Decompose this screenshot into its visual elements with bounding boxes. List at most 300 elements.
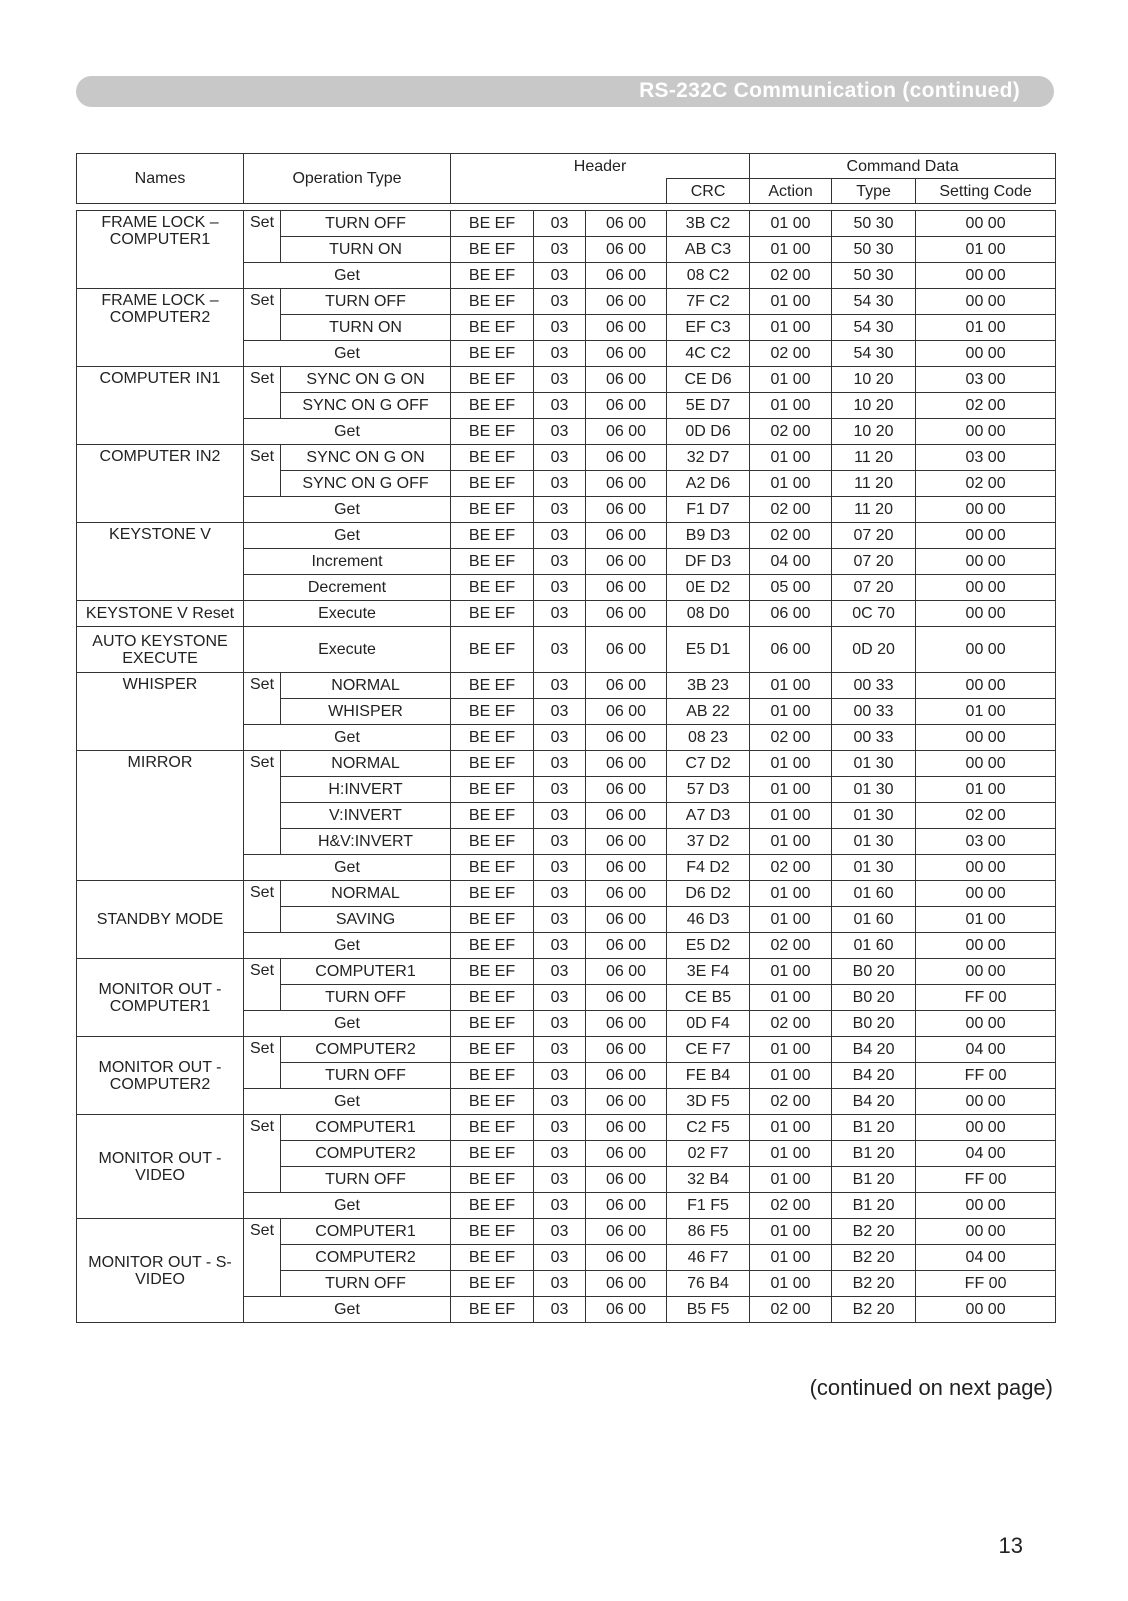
- action: 06 00: [750, 601, 832, 627]
- header-byte-1: BE EF: [451, 1089, 534, 1115]
- header-byte-2: 03: [534, 237, 586, 263]
- setting-code: 00 00: [916, 1297, 1056, 1323]
- header-byte-3: 06 00: [586, 829, 667, 855]
- header-byte-1: BE EF: [451, 855, 534, 881]
- setting-code: 00 00: [916, 881, 1056, 907]
- type: 00 33: [832, 725, 916, 751]
- crc: D6 D2: [667, 881, 750, 907]
- set-label: Set: [244, 1115, 281, 1193]
- header-byte-2: 03: [534, 523, 586, 549]
- action: 02 00: [750, 1193, 832, 1219]
- set-label: Set: [244, 289, 281, 341]
- action: 01 00: [750, 829, 832, 855]
- type: B1 20: [832, 1193, 916, 1219]
- header-byte-2: 03: [534, 263, 586, 289]
- header-byte-2: 03: [534, 1167, 586, 1193]
- crc: B5 F5: [667, 1297, 750, 1323]
- crc: F1 F5: [667, 1193, 750, 1219]
- header-byte-3: 06 00: [586, 933, 667, 959]
- row-name: KEYSTONE V Reset: [77, 601, 244, 627]
- action: 01 00: [750, 1063, 832, 1089]
- crc: C2 F5: [667, 1115, 750, 1141]
- setting-code: 00 00: [916, 1219, 1056, 1245]
- crc: 46 D3: [667, 907, 750, 933]
- operation: Get: [244, 725, 451, 751]
- type: 50 30: [832, 211, 916, 237]
- header-byte-1: BE EF: [451, 829, 534, 855]
- header-byte-1: BE EF: [451, 367, 534, 393]
- set-label: Set: [244, 211, 281, 263]
- header-byte-3: 06 00: [586, 1297, 667, 1323]
- setting-code: 02 00: [916, 471, 1056, 497]
- table-row: [77, 445, 1056, 471]
- header-byte-2: 03: [534, 445, 586, 471]
- operation: Get: [244, 419, 451, 445]
- type: B2 20: [832, 1271, 916, 1297]
- crc: C7 D2: [667, 751, 750, 777]
- type: B4 20: [832, 1063, 916, 1089]
- set-label: Set: [244, 673, 281, 725]
- header-gap-row: [77, 204, 1056, 211]
- setting-code: FF 00: [916, 985, 1056, 1011]
- header-byte-2: 03: [534, 393, 586, 419]
- set-label: Set: [244, 881, 281, 933]
- crc: 08 D0: [667, 601, 750, 627]
- type: B0 20: [832, 985, 916, 1011]
- type: 07 20: [832, 575, 916, 601]
- header-byte-3: 06 00: [586, 1219, 667, 1245]
- operation: Get: [244, 497, 451, 523]
- type: 00 33: [832, 673, 916, 699]
- setting-code: 00 00: [916, 575, 1056, 601]
- type: 10 20: [832, 419, 916, 445]
- type: 11 20: [832, 471, 916, 497]
- operation: Increment: [244, 549, 451, 575]
- action: 02 00: [750, 523, 832, 549]
- header-byte-1: BE EF: [451, 959, 534, 985]
- crc: E5 D2: [667, 933, 750, 959]
- header-byte-1: BE EF: [451, 315, 534, 341]
- header-byte-3: 06 00: [586, 1245, 667, 1271]
- operation: COMPUTER2: [281, 1141, 451, 1167]
- header-byte-1: BE EF: [451, 471, 534, 497]
- header-byte-2: 03: [534, 673, 586, 699]
- setting-code: 03 00: [916, 445, 1056, 471]
- header-byte-3: 06 00: [586, 1037, 667, 1063]
- operation: TURN OFF: [281, 289, 451, 315]
- setting-code: 00 00: [916, 523, 1056, 549]
- header-byte-2: 03: [534, 1037, 586, 1063]
- header-byte-3: 06 00: [586, 907, 667, 933]
- header-byte-1: BE EF: [451, 777, 534, 803]
- header-names: Names: [77, 154, 244, 204]
- action: 01 00: [750, 907, 832, 933]
- type: 0C 70: [832, 601, 916, 627]
- operation: TURN OFF: [281, 1271, 451, 1297]
- operation: Get: [244, 263, 451, 289]
- row-name: FRAME LOCK – COMPUTER2: [77, 289, 244, 367]
- setting-code: 00 00: [916, 1193, 1056, 1219]
- action: 01 00: [750, 699, 832, 725]
- type: 01 60: [832, 933, 916, 959]
- type: 00 33: [832, 699, 916, 725]
- header-byte-2: 03: [534, 699, 586, 725]
- header-byte-1: BE EF: [451, 341, 534, 367]
- crc: 08 C2: [667, 263, 750, 289]
- row-name: STANDBY MODE: [77, 881, 244, 959]
- action: 01 00: [750, 1271, 832, 1297]
- header-byte-2: 03: [534, 419, 586, 445]
- type: 54 30: [832, 289, 916, 315]
- type: 07 20: [832, 549, 916, 575]
- operation: Get: [244, 341, 451, 367]
- row-name: COMPUTER IN2: [77, 445, 244, 523]
- crc: 3B C2: [667, 211, 750, 237]
- header-byte-1: BE EF: [451, 601, 534, 627]
- crc: AB 22: [667, 699, 750, 725]
- type: 54 30: [832, 341, 916, 367]
- header-byte-2: 03: [534, 1011, 586, 1037]
- operation: Get: [244, 933, 451, 959]
- header-byte-3: 06 00: [586, 959, 667, 985]
- header-byte-2: 03: [534, 1115, 586, 1141]
- header-byte-3: 06 00: [586, 673, 667, 699]
- set-label: Set: [244, 367, 281, 419]
- header-byte-1: BE EF: [451, 419, 534, 445]
- header-byte-2: 03: [534, 367, 586, 393]
- setting-code: 00 00: [916, 933, 1056, 959]
- table-row: [77, 289, 1056, 315]
- header-byte-3: 06 00: [586, 985, 667, 1011]
- action: 02 00: [750, 1089, 832, 1115]
- row-name: MIRROR: [77, 751, 244, 881]
- header-byte-3: 06 00: [586, 1115, 667, 1141]
- header-byte-2: 03: [534, 1271, 586, 1297]
- setting-code: 01 00: [916, 907, 1056, 933]
- type: B0 20: [832, 959, 916, 985]
- header-byte-2: 03: [534, 289, 586, 315]
- header-byte-3: 06 00: [586, 549, 667, 575]
- header-byte-1: BE EF: [451, 497, 534, 523]
- setting-code: 04 00: [916, 1245, 1056, 1271]
- header-byte-1: BE EF: [451, 1245, 534, 1271]
- crc: 46 F7: [667, 1245, 750, 1271]
- row-name: MONITOR OUT - COMPUTER1: [77, 959, 244, 1037]
- operation: Get: [244, 1089, 451, 1115]
- row-name: KEYSTONE V: [77, 523, 244, 601]
- setting-code: 00 00: [916, 263, 1056, 289]
- operation: COMPUTER2: [281, 1037, 451, 1063]
- header-byte-2: 03: [534, 725, 586, 751]
- crc: 76 B4: [667, 1271, 750, 1297]
- operation: NORMAL: [281, 881, 451, 907]
- table-row: [77, 673, 1056, 699]
- operation: H:INVERT: [281, 777, 451, 803]
- header-byte-3: 06 00: [586, 881, 667, 907]
- header-byte-3: 06 00: [586, 497, 667, 523]
- crc: 08 23: [667, 725, 750, 751]
- crc: F1 D7: [667, 497, 750, 523]
- table-header: [77, 154, 1056, 211]
- operation: TURN OFF: [281, 211, 451, 237]
- crc: F4 D2: [667, 855, 750, 881]
- header-byte-1: BE EF: [451, 1271, 534, 1297]
- action: 01 00: [750, 777, 832, 803]
- header-byte-2: 03: [534, 855, 586, 881]
- header-header-blank: [451, 179, 667, 204]
- header-byte-2: 03: [534, 829, 586, 855]
- crc: 02 F7: [667, 1141, 750, 1167]
- operation: Execute: [244, 627, 451, 673]
- action: 01 00: [750, 393, 832, 419]
- action: 02 00: [750, 933, 832, 959]
- header-byte-1: BE EF: [451, 1141, 534, 1167]
- crc: 32 D7: [667, 445, 750, 471]
- type: 01 60: [832, 907, 916, 933]
- header-byte-3: 06 00: [586, 367, 667, 393]
- setting-code: 04 00: [916, 1141, 1056, 1167]
- crc: AB C3: [667, 237, 750, 263]
- action: 01 00: [750, 211, 832, 237]
- crc: 32 B4: [667, 1167, 750, 1193]
- setting-code: 03 00: [916, 829, 1056, 855]
- operation: Execute: [244, 601, 451, 627]
- header-byte-2: 03: [534, 549, 586, 575]
- action: 01 00: [750, 673, 832, 699]
- header-byte-3: 06 00: [586, 601, 667, 627]
- header-byte-1: BE EF: [451, 211, 534, 237]
- crc: EF C3: [667, 315, 750, 341]
- header-byte-3: 06 00: [586, 1167, 667, 1193]
- setting-code: 01 00: [916, 699, 1056, 725]
- header-byte-1: BE EF: [451, 907, 534, 933]
- header-byte-2: 03: [534, 471, 586, 497]
- header-byte-3: 06 00: [586, 315, 667, 341]
- type: 01 30: [832, 777, 916, 803]
- crc: B9 D3: [667, 523, 750, 549]
- crc: 0D F4: [667, 1011, 750, 1037]
- header-setting-code: Setting Code: [916, 179, 1056, 204]
- operation: TURN ON: [281, 315, 451, 341]
- header-byte-1: BE EF: [451, 1063, 534, 1089]
- action: 01 00: [750, 237, 832, 263]
- set-label: Set: [244, 1037, 281, 1089]
- setting-code: 00 00: [916, 959, 1056, 985]
- header-byte-3: 06 00: [586, 1271, 667, 1297]
- operation: COMPUTER2: [281, 1245, 451, 1271]
- crc: CE D6: [667, 367, 750, 393]
- action: 02 00: [750, 725, 832, 751]
- setting-code: 00 00: [916, 341, 1056, 367]
- header-byte-3: 06 00: [586, 803, 667, 829]
- table-row: [77, 1219, 1056, 1245]
- header-byte-1: BE EF: [451, 699, 534, 725]
- action: 01 00: [750, 367, 832, 393]
- page-number: 13: [998, 1533, 1023, 1558]
- header-byte-3: 06 00: [586, 725, 667, 751]
- crc: 3D F5: [667, 1089, 750, 1115]
- header-byte-3: 06 00: [586, 575, 667, 601]
- action: 01 00: [750, 985, 832, 1011]
- row-name: COMPUTER IN1: [77, 367, 244, 445]
- operation: Get: [244, 523, 451, 549]
- crc: 0E D2: [667, 575, 750, 601]
- header-byte-2: 03: [534, 1141, 586, 1167]
- row-name: MONITOR OUT - COMPUTER2: [77, 1037, 244, 1115]
- setting-code: 01 00: [916, 237, 1056, 263]
- operation: COMPUTER1: [281, 959, 451, 985]
- action: 02 00: [750, 1297, 832, 1323]
- header-byte-2: 03: [534, 881, 586, 907]
- header-byte-3: 06 00: [586, 445, 667, 471]
- header-byte-3: 06 00: [586, 393, 667, 419]
- header-byte-3: 06 00: [586, 237, 667, 263]
- type: B1 20: [832, 1167, 916, 1193]
- action: 01 00: [750, 959, 832, 985]
- operation: COMPUTER1: [281, 1115, 451, 1141]
- header-byte-2: 03: [534, 341, 586, 367]
- header-byte-1: BE EF: [451, 1037, 534, 1063]
- header-byte-1: BE EF: [451, 549, 534, 575]
- type: 01 30: [832, 855, 916, 881]
- header-byte-1: BE EF: [451, 751, 534, 777]
- header-byte-2: 03: [534, 1193, 586, 1219]
- header-byte-1: BE EF: [451, 523, 534, 549]
- row-name: MONITOR OUT - S-VIDEO: [77, 1219, 244, 1323]
- header-byte-2: 03: [534, 1297, 586, 1323]
- table-row: [77, 211, 1056, 237]
- table-row: [77, 751, 1056, 777]
- type: 10 20: [832, 393, 916, 419]
- table-body: [77, 211, 1056, 1323]
- action: 01 00: [750, 1115, 832, 1141]
- header-gap: [77, 204, 1056, 211]
- type: B1 20: [832, 1141, 916, 1167]
- crc: A7 D3: [667, 803, 750, 829]
- type: B4 20: [832, 1037, 916, 1063]
- table-row: [77, 1037, 1056, 1063]
- operation: WHISPER: [281, 699, 451, 725]
- crc: 37 D2: [667, 829, 750, 855]
- header-byte-1: BE EF: [451, 237, 534, 263]
- type: B2 20: [832, 1245, 916, 1271]
- header-byte-3: 06 00: [586, 751, 667, 777]
- header-byte-1: BE EF: [451, 1011, 534, 1037]
- row-name: WHISPER: [77, 673, 244, 751]
- operation: V:INVERT: [281, 803, 451, 829]
- header-byte-3: 06 00: [586, 419, 667, 445]
- header-operation-type: Operation Type: [244, 154, 451, 204]
- header-byte-3: 06 00: [586, 627, 667, 673]
- action: 01 00: [750, 803, 832, 829]
- header-byte-1: BE EF: [451, 263, 534, 289]
- crc: 3B 23: [667, 673, 750, 699]
- action: 02 00: [750, 497, 832, 523]
- header-byte-2: 03: [534, 1245, 586, 1271]
- setting-code: 00 00: [916, 497, 1056, 523]
- action: 01 00: [750, 881, 832, 907]
- type: B4 20: [832, 1089, 916, 1115]
- table-row: [77, 367, 1056, 393]
- header-byte-2: 03: [534, 601, 586, 627]
- action: 02 00: [750, 263, 832, 289]
- type: B1 20: [832, 1115, 916, 1141]
- operation: SYNC ON G OFF: [281, 393, 451, 419]
- header-byte-1: BE EF: [451, 725, 534, 751]
- header-byte-2: 03: [534, 751, 586, 777]
- banner-title: RS-232C Communication (continued): [639, 79, 1020, 102]
- action: 01 00: [750, 471, 832, 497]
- table-row: [77, 523, 1056, 549]
- table-row: [77, 881, 1056, 907]
- crc: FE B4: [667, 1063, 750, 1089]
- header-byte-1: BE EF: [451, 289, 534, 315]
- type: 50 30: [832, 237, 916, 263]
- header-byte-3: 06 00: [586, 777, 667, 803]
- header-byte-3: 06 00: [586, 1089, 667, 1115]
- setting-code: FF 00: [916, 1271, 1056, 1297]
- header-byte-1: BE EF: [451, 803, 534, 829]
- type: 11 20: [832, 497, 916, 523]
- header-byte-1: BE EF: [451, 575, 534, 601]
- set-label: Set: [244, 1219, 281, 1297]
- header-byte-2: 03: [534, 907, 586, 933]
- table-row: [77, 959, 1056, 985]
- header-byte-1: BE EF: [451, 933, 534, 959]
- action: 01 00: [750, 1219, 832, 1245]
- setting-code: 00 00: [916, 855, 1056, 881]
- type: B2 20: [832, 1219, 916, 1245]
- type: 10 20: [832, 367, 916, 393]
- setting-code: 00 00: [916, 673, 1056, 699]
- header-crc: CRC: [667, 179, 750, 204]
- operation: SYNC ON G ON: [281, 445, 451, 471]
- crc: A2 D6: [667, 471, 750, 497]
- operation: COMPUTER1: [281, 1219, 451, 1245]
- set-label: Set: [244, 445, 281, 497]
- header-byte-3: 06 00: [586, 211, 667, 237]
- rs232c-command-table: [76, 153, 1056, 1323]
- operation: H&V:INVERT: [281, 829, 451, 855]
- header-byte-2: 03: [534, 1089, 586, 1115]
- header-header: Header: [451, 154, 750, 179]
- continued-note: (continued on next page): [809, 1375, 1053, 1400]
- setting-code: 02 00: [916, 803, 1056, 829]
- header-byte-1: BE EF: [451, 1219, 534, 1245]
- action: 01 00: [750, 751, 832, 777]
- header-byte-1: BE EF: [451, 1297, 534, 1323]
- header-byte-1: BE EF: [451, 881, 534, 907]
- type: 01 60: [832, 881, 916, 907]
- setting-code: 00 00: [916, 1011, 1056, 1037]
- action: 01 00: [750, 1141, 832, 1167]
- row-name: AUTO KEYSTONE EXECUTE: [77, 627, 244, 673]
- setting-code: FF 00: [916, 1063, 1056, 1089]
- crc: 3E F4: [667, 959, 750, 985]
- header-byte-2: 03: [534, 1063, 586, 1089]
- operation: TURN ON: [281, 237, 451, 263]
- set-label: Set: [244, 959, 281, 1011]
- type: B0 20: [832, 1011, 916, 1037]
- header-byte-1: BE EF: [451, 985, 534, 1011]
- action: 02 00: [750, 855, 832, 881]
- type: 11 20: [832, 445, 916, 471]
- setting-code: 00 00: [916, 289, 1056, 315]
- header-byte-2: 03: [534, 575, 586, 601]
- operation: SYNC ON G ON: [281, 367, 451, 393]
- operation: TURN OFF: [281, 1063, 451, 1089]
- action: 06 00: [750, 627, 832, 673]
